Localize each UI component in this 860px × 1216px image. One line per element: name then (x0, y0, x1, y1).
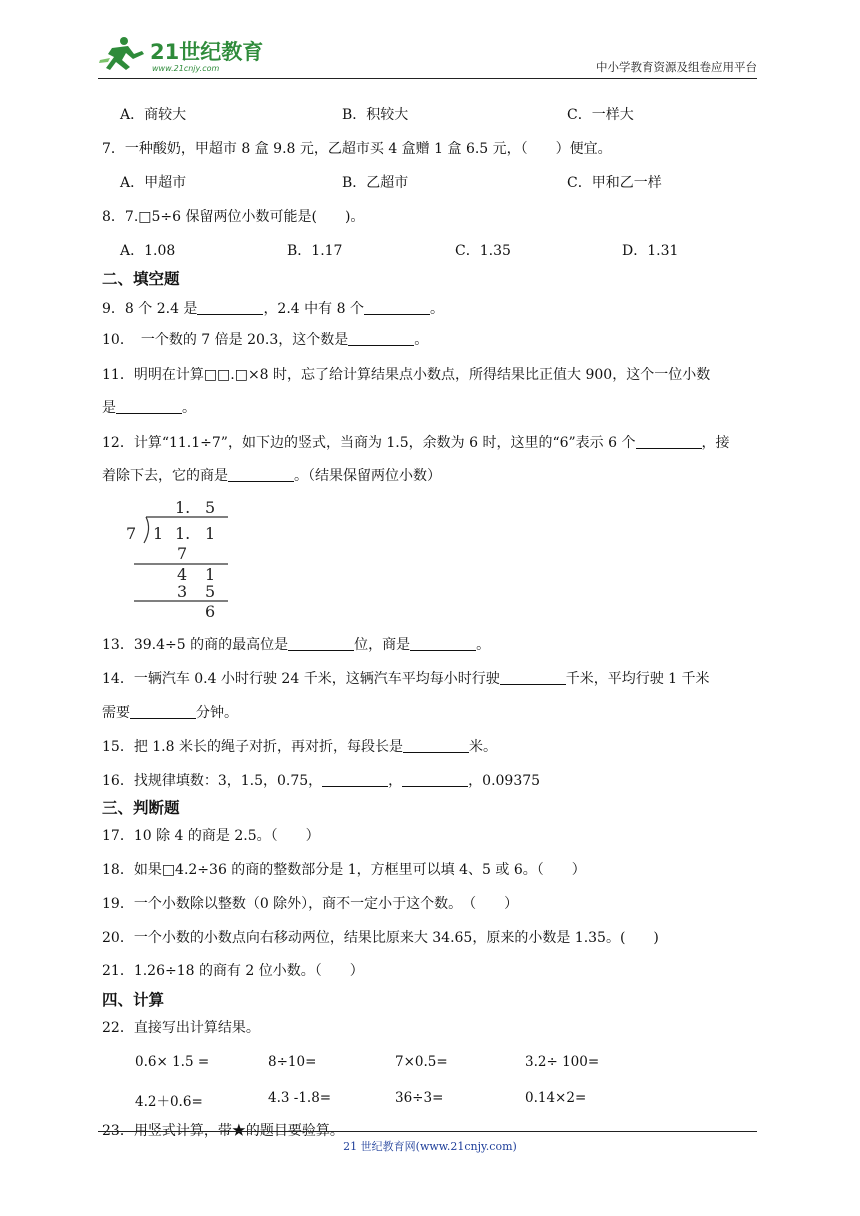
answer-blank (116, 399, 182, 414)
site-name: 中小学教育资源及组卷应用平台 (596, 60, 757, 74)
q6-option-b: B．积较大 (342, 107, 409, 123)
calc-item: 0.14×2= (525, 1090, 587, 1106)
q7-text: 7．一种酸奶，甲超市 8 盒 9.8 元，乙超市买 4 盒赠 1 盒 6.5 元，（ ）便宜。 (102, 141, 612, 157)
quotient-digit-2: 5 (205, 498, 216, 517)
section-fill-title: 二、填空题 (102, 270, 180, 288)
q15-text: 15．把 1.8 米长的绳子对折，再对折，每段长是 米。 (102, 739, 497, 755)
q7-option-c: C．甲和乙一样 (567, 175, 662, 191)
q8-option-c: C．1.35 (455, 243, 511, 259)
answer-blank (348, 331, 414, 346)
long-division-figure (120, 493, 232, 619)
calc-item: 4.2＋0.6= (135, 1094, 203, 1110)
q22-text: 22．直接写出计算结果。 (102, 1020, 260, 1036)
dividend-digit-3: 1 (205, 524, 216, 543)
q6-option-a: A．商较大 (120, 107, 187, 123)
calc-item: 7×0.5= (395, 1054, 448, 1070)
answer-blank (288, 636, 354, 651)
q13-text: 13．39.4÷5 的商的最高位是 位，商是 。 (102, 637, 491, 653)
logo-url: www.21cnjy.com (152, 64, 220, 73)
q14-line2: 需要 分钟。 (102, 705, 238, 721)
page-footer: 21 世纪教育网(www.21cnjy.com) (343, 1140, 517, 1153)
answer-blank (636, 434, 702, 449)
answer-blank (228, 467, 294, 482)
q7-option-b: B．乙超市 (342, 175, 409, 191)
q20-text: 20．一个小数的小数点向右移动两位，结果比原来大 34.65，原来的小数是 1.35。( ) (102, 930, 659, 946)
answer-blank (500, 670, 566, 685)
q14-line1: 14．一辆汽车 0.4 小时行驶 24 千米，这辆汽车平均每小时行驶 千米，平均行驶 1 千米 (102, 671, 710, 687)
q11-line2: 是 。 (102, 400, 196, 416)
q19-text: 19．一个小数除以整数（0 除外），商不一定小于这个数。 （ ） (102, 896, 519, 912)
q17-text: 17．10 除 4 的商是 2.5。（ ） (102, 828, 320, 844)
quotient-digit-1: 1. (175, 498, 191, 517)
step3-digit-2: 5 (205, 582, 216, 601)
q21-text: 21．1.26÷18 的商有 2 位小数。（ ） (102, 963, 364, 979)
q12-line2: 着除下去，它的商是 。（结果保留两位小数） (102, 468, 441, 484)
q11-line1: 11．明明在计算□□.□×8 时，忘了给计算结果点小数点，所得结果比正值大 900，这个一位小数 (102, 367, 711, 383)
division-bracket (144, 517, 149, 543)
section-judge-title: 三、判断题 (102, 799, 180, 817)
answer-blank (130, 704, 196, 719)
calc-item: 4.3 -1.8= (268, 1090, 332, 1106)
q16-text: 16．找规律填数：3，1.5，0.75， ， ，0.09375 (102, 773, 541, 789)
q8-option-a: A．1.08 (120, 243, 176, 259)
q23-text: 23．用竖式计算，带★的题目要验算。 (102, 1123, 344, 1139)
q12-line1: 12．计算“11.1÷7”，如下边的竖式，当商为 1.5，余数为 6 时，这里的“6”表示 6 个 ，接 (102, 435, 730, 451)
divisor: 7 (126, 524, 137, 543)
calc-item: 3.2÷ 100= (525, 1054, 600, 1070)
q8-option-b: B．1.17 (287, 243, 343, 259)
answer-blank (197, 300, 263, 315)
dividend-digit-1: 1 (153, 524, 164, 543)
step2-digit-2: 1 (205, 565, 216, 584)
logo-text: 21世纪教育 (150, 40, 263, 64)
q7-option-a: A．甲超市 (120, 175, 187, 191)
section-calc-title: 四、计算 (102, 991, 165, 1009)
footer-divider (98, 1131, 757, 1132)
q8-option-d: D．1.31 (622, 243, 679, 259)
answer-blank (410, 636, 476, 651)
calc-item: 0.6× 1.5 = (135, 1054, 210, 1070)
q8-text: 8．7.□5÷6 保留两位小数可能是( )。 (102, 209, 365, 225)
answer-blank (402, 772, 468, 787)
calc-item: 8÷10= (268, 1054, 317, 1070)
calc-item: 36÷3= (395, 1090, 444, 1106)
answer-blank (364, 300, 430, 315)
answer-blank (403, 738, 469, 753)
q10-text: 10． 一个数的 7 倍是 20.3，这个数是 。 (102, 332, 429, 348)
step2-digit-1: 4 (177, 565, 188, 584)
q18-text: 18．如果□4.2÷36 的商的整数部分是 1，方框里可以填 4、5 或 6。（ ） (102, 862, 586, 878)
step1-value: 7 (177, 544, 188, 563)
q9-text: 9．8 个 2.4 是 ，2.4 中有 8 个 。 (102, 301, 444, 317)
remainder: 6 (205, 602, 216, 619)
dividend-digit-2: 1. (175, 524, 191, 543)
answer-blank (322, 772, 388, 787)
step3-digit-1: 3 (177, 582, 188, 601)
q6-option-c: C．一样大 (567, 107, 634, 123)
